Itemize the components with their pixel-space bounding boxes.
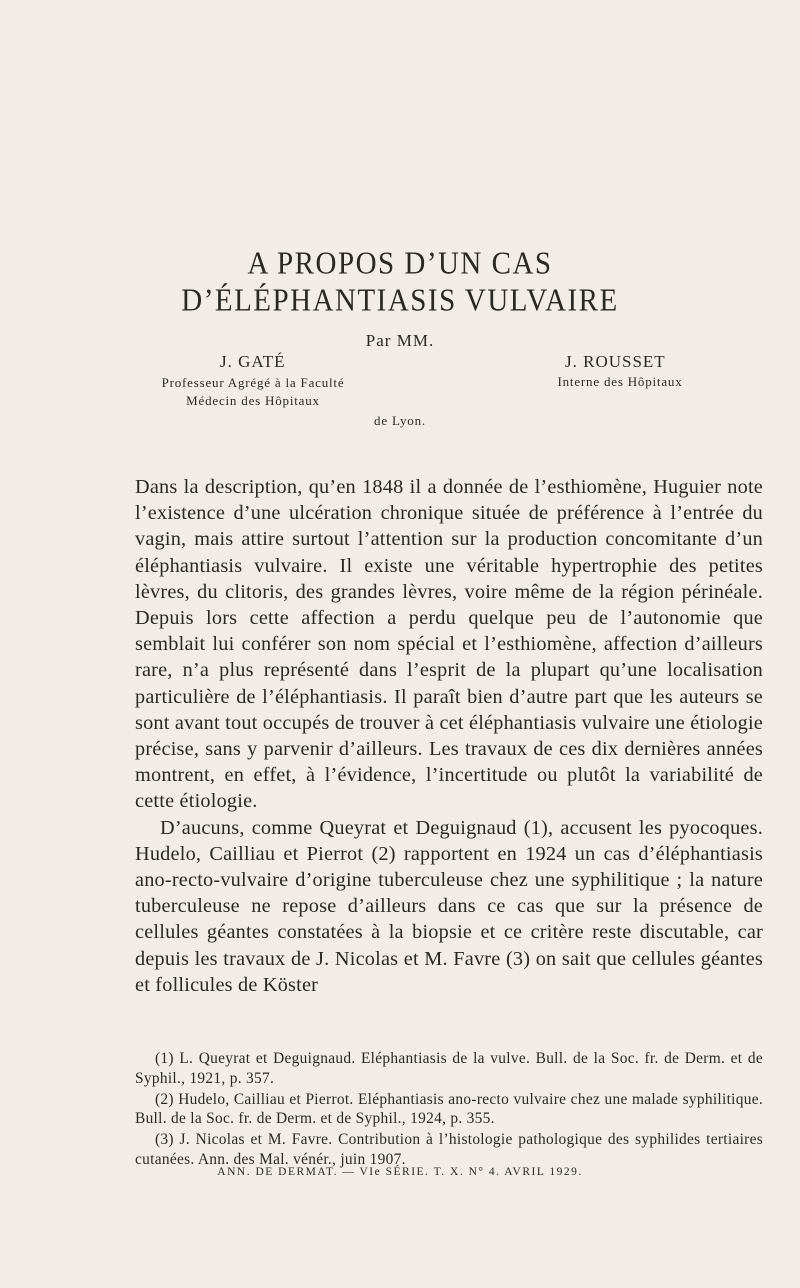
- journal-footer: ANN. DE DERMAT. — VIe SÉRIE. T. X. N° 4. AVRIL 1929.: [217, 1166, 583, 1178]
- body-paragraph-1: Dans la description, qu’en 1848 il a donnée de l’esthiomène, Huguier note l’existence d’une ulcération chronique située de préférence à l’entrée du vagin, mais attire surtout l’attention sur la production concomitante d’un éléphantiasis vulvaire. Il existe une véritable hypertrophie des petites lèvres, du clitoris, des grandes lèvres, voire même de la région périnéale. Depuis lors cette affection a perdu quelque peu de l’autonomie que semblait lui conférer son nom spécial et l’esthiomène, affection d’ailleurs rare, n’a plus représenté dans l’esprit de la plupart qu’une localisation particulière de l’éléphantiasis. Il paraît bien d’autre part que les auteurs se sont avant tout occupés de trouver à cet éléphantiasis vulvaire une étiologie précise, sans y parvenir d’ailleurs. Les travaux de ces dix dernières années montrent, en effet, à l’évidence, l’incertitude ou plutôt la variabilité de cette étiologie.: [135, 476, 763, 813]
- article-title-line-2: D’ÉLÉPHANTIASIS VULVAIRE: [181, 283, 619, 319]
- author-rousset-affiliation: Interne des Hôpitaux: [557, 374, 683, 389]
- author-gate-affiliation-line-2: Médecin des Hôpitaux: [186, 393, 320, 408]
- author-gate: J. GATÉ: [220, 352, 286, 371]
- byline-par: Par MM.: [365, 331, 435, 350]
- footnote-1: (1) L. Queyrat et Deguignaud. Eléphantiasis de la vulve. Bull. de la Soc. fr. de Derm. et de Syphil., 1921, p. 357.: [135, 1050, 763, 1087]
- article-body: [135, 474, 763, 998]
- city-line: de Lyon.: [374, 413, 426, 428]
- author-rousset: J. ROUSSET: [565, 352, 666, 371]
- footnote-2: (2) Hudelo, Cailliau et Pierrot. Eléphantiasis ano-recto vulvaire chez une malade syphilitique. Bull. de la Soc. fr. de Derm. et de Syphil., 1924, p. 355.: [135, 1090, 763, 1128]
- body-paragraph-2: D’aucuns, comme Queyrat et Deguignaud (1), accusent les pyocoques. Hudelo, Cailliau et Pierrot (2) rapportent en 1924 un cas d’éléphantiasis ano-recto-vulvaire d’origine tuberculeuse chez une syphilitique ; la nature tuberculeuse ne repose d’ailleurs dans ce cas que sur la présence de cellules géantes constatées à la biopsie et ce critère reste discutable, car depuis les travaux de J. Nicolas et M. Favre (3) on sait que cellules géantes et follicules de Köster: [135, 816, 763, 996]
- author-gate-affiliation-line-1: Professeur Agrégé à la Faculté: [161, 375, 345, 390]
- author-gate-affiliation: [138, 374, 368, 410]
- footnotes: [135, 1049, 763, 1171]
- article-title-line-1: A PROPOS D’UN CAS: [247, 246, 553, 282]
- footnote-3: (3) J. Nicolas et M. Favre. Contribution à l’histologie pathologique des syphilides tertiaires cutanées. Ann. des Mal. vénér., juin 1907.: [135, 1131, 763, 1168]
